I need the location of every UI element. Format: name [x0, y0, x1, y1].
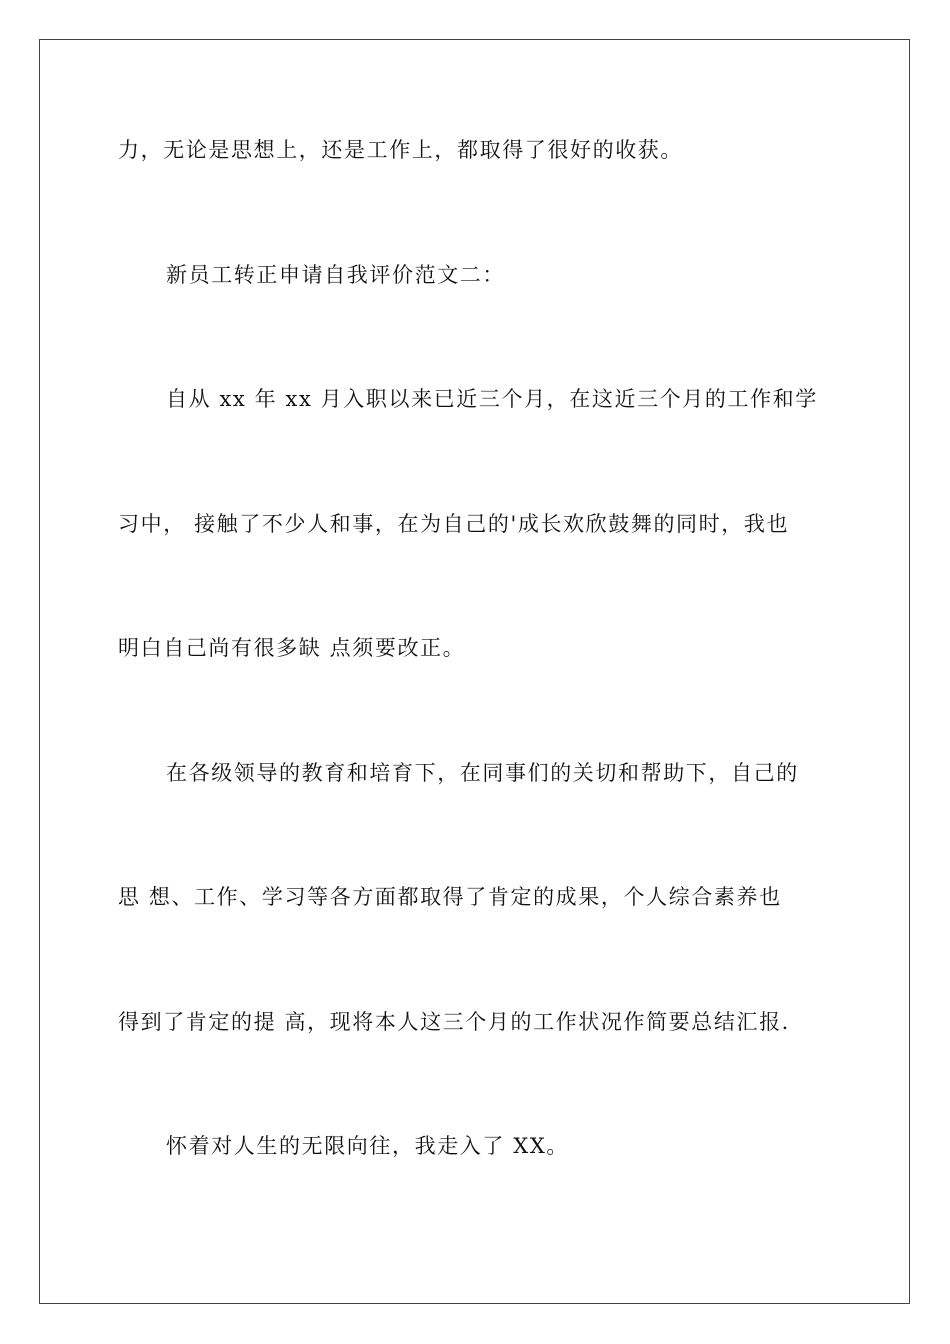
page-border: [39, 39, 910, 1304]
paragraph-line: 力，无论是思想上，还是工作上，都取得了很好的收获。: [118, 138, 683, 162]
paragraph-line: 怀着对人生的无限向往，我走入了 XX。: [166, 1134, 569, 1158]
paragraph-line: 自从 xx 年 xx 月入职以来已近三个月，在这近三个月的工作和学: [166, 387, 818, 411]
paragraph-line: 在各级领导的教育和培育下，在同事们的关切和帮助下，自己的: [166, 761, 799, 785]
paragraph-line: 习中， 接触了不少人和事，在为自己的'成长欢欣鼓舞的同时，我也: [118, 512, 790, 536]
paragraph-line: 得到了肯定的提 高，现将本人这三个月的工作状况作简要总结汇报.: [118, 1010, 790, 1034]
section-heading: 新员工转正申请自我评价范文二：: [166, 263, 505, 287]
paragraph-line: 明白自己尚有很多缺 点须要改正。: [118, 636, 466, 660]
paragraph-line: 思 想、工作、学习等各方面都取得了肯定的成果，个人综合素养也: [118, 885, 782, 909]
